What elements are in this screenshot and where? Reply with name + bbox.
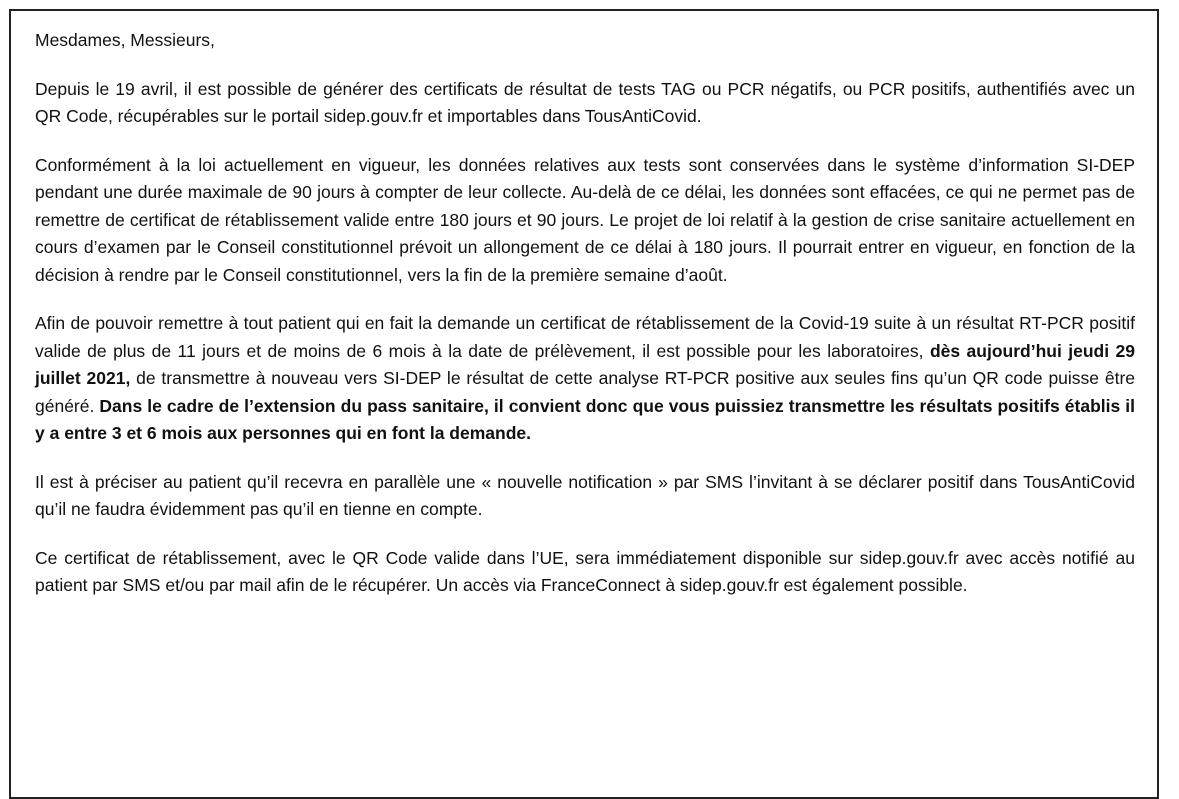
paragraph-data-retention: Conformément à la loi actuellement en vigueur, les données relatives aux tests sont conservées dans le système d’information SI-DEP pendant une durée maximale de 90 jours à compter de leur collecte. Au-delà de ce délai, les données sont effacées, ce qui ne permet pas de remettre de certificat de rétablissement valide entre 180 jours et 90 jours. Le projet de loi relatif à la gestion de crise sanitaire actuellement en cours d’examen par le Conseil constitutionnel prévoit un allongement de ce délai à 180 jours. Il pourrait entrer en vigueur, en fonction de la décision à rendre par le Conseil constitutionnel, vers la fin de la première semaine d’août. — [35, 154, 1135, 285]
letter-body — [35, 27, 1135, 621]
paragraph-notification: Il est à préciser au patient qu’il recevra en parallèle une « nouvelle notification » par SMS l’invitant à se déclarer positif dans TousAntiCovid qu’il ne faudra évidemment pas qu’il en tienne en compte. — [35, 471, 1135, 519]
paragraph-certificates: Depuis le 19 avril, il est possible de générer des certificats de résultat de tests TAG ou PCR négatifs, ou PCR positifs, authentifiés avec un QR Code, récupérables sur le portail sidep.gouv.fr et importables dans TousAntiCovid. — [35, 78, 1135, 126]
paragraph-availability: Ce certificat de rétablissement, avec le QR Code valide dans l’UE, sera immédiatement disponible sur sidep.gouv.fr avec accès notifié au patient par SMS et/ou par mail afin de le récupérer. Un accès via FranceConnect à sidep.gouv.fr est également possible. — [35, 547, 1135, 595]
letter-frame — [9, 9, 1159, 799]
letter-greeting: Mesdames, Messieurs, — [35, 30, 215, 50]
paragraph-recovery-certificate — [35, 310, 1135, 448]
highlight-instruction: Dans le cadre de l’extension du pass sanitaire, il convient donc que vous puissiez transmettre les résultats positifs établis il y a entre 3 et 6 mois aux personnes qui en font la demande. — [35, 395, 1135, 443]
highlight-date: dès aujourd’hui jeudi 29 juillet 2021, — [35, 340, 1135, 388]
paragraph-text: de transmettre à nouveau vers SI-DEP le résultat de cette analyse RT-PCR positive aux seules fins qu’un QR code puisse être généré. — [35, 368, 1136, 416]
paragraph-text: Afin de pouvoir remettre à tout patient qui en fait la demande un certificat de rétablissement de la Covid-19 suite à un résultat RT-PCR positif valide de plus de 11 jours et de moins de 6 mois à la date de prélèvement, il est possible pour les laboratoires, — [35, 313, 1135, 361]
